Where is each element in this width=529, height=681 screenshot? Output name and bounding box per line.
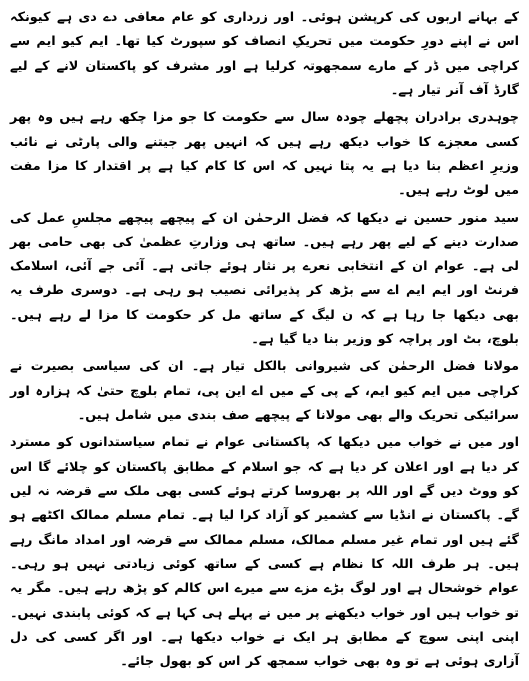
- paragraph-3: سید منور حسین نے دیکھا کہ فضل الرحمٰن ان کے پیچھے پیچھے مجلسِ عمل کی صدارت دینے کے لیے پھر رہے ہیں۔ ساتھ ہی وزارتِ عظمیٰ کی بھی حامی بھر لی ہے۔ عوام ان کے انتخابی نعرے پر نثار ہوئے جاتی ہے۔ آئی جے آئی، اسلامک فرنٹ اور ایم ایم اے سے بڑھ کر پذیرائی نصیب ہو رہی ہے۔ دوسری طرف یہ بھی دیکھا جا رہا ہے کہ ن لیگ کے ساتھ مل کر حکومت کا مزا لے رہے ہیں۔ بلوچ، بٹ اور پراچہ کو وزیر بنا دیا گیا ہے۔: [10, 210, 519, 348]
- paragraph-1: کے بہانے اربوں کی کرپشن ہوئی۔ اور زرداری کو عام معافی دے دی ہے کیونکہ اس نے اپنے دورِ حکومت میں تحریکِ انصاف کو سپورٹ کیا تھا۔ ایم کیو ایم سے کراچی میں ڈر کے مارے سمجھوتہ کرلیا ہے اور مشرف کو پاکستان لانے کے لیے گارڈ آف آنر تیار ہے۔: [10, 10, 519, 98]
- paragraph-5: اور میں نے خواب میں دیکھا کہ پاکستانی عوام نے تمام سیاستدانوں کو مسترد کر دیا ہے اور اعلان کر دیا ہے کہ جو اسلام کے مطابق پاکستان کو چلائے گا اس کو ووٹ دیں گے اور اللہ پر بھروسا کرتے ہوئے کسی بھی ملک سے قرضہ نہ لیں گے۔ پاکستان نے انڈیا سے کشمیر کو آزاد کرا لیا ہے۔ تمام مسلم ممالک اکٹھے ہو گئے ہیں اور تمام غیر مسلم ممالک، مسلم ممالک سے قرضہ اور امداد مانگ رہے ہیں۔ ہر طرف اللہ کا نظام ہے کسی کے ساتھ کوئی زیادتی نہیں ہو رہی۔ عوام خوشحال ہے اور لوگ بڑے مزے سے میرے اس کالم کو پڑھ رہے ہیں۔ مگر یہ تو خواب ہیں اور خواب دیکھنے پر میں نے پہلے ہی کہا ہے کہ کوئی پابندی نہیں۔ اپنی اپنی سوچ کے مطابق ہر ایک نے خواب دیکھا ہے۔ اور اگر کسی کی دل آزاری ہوئی ہے تو وہ بھی خواب سمجھ کر اس کو بھول جائے۔: [10, 435, 519, 670]
- paragraph-4: مولانا فضل الرحمٰن کی شیروانی بالکل تیار ہے۔ ان کی سیاسی بصیرت نے کراچی میں ایم کیو ایم، کے پی کے میں اے این پی، تمام بلوچ حتیٰ کہ ہزارہ اور سرائیکی تحریک والے بھی مولانا کے پیچھے صف بندی میں شامل ہیں۔: [10, 359, 519, 423]
- paragraph-2: چوہدری برادران پچھلے چودہ سال سے حکومت کا جو مزا چکھ رہے ہیں وہ پھر کسی معجزے کا خواب دیکھ رہے ہیں کہ انہیں پھر جیتنے والی پارٹی نے نائب وزیرِ اعظم بنا دیا ہے یہ پتا نہیں کہ اس کا کام کیا ہے پر اقتدار کا مزا مفت میں لوٹ رہے ہیں۔: [10, 110, 519, 199]
